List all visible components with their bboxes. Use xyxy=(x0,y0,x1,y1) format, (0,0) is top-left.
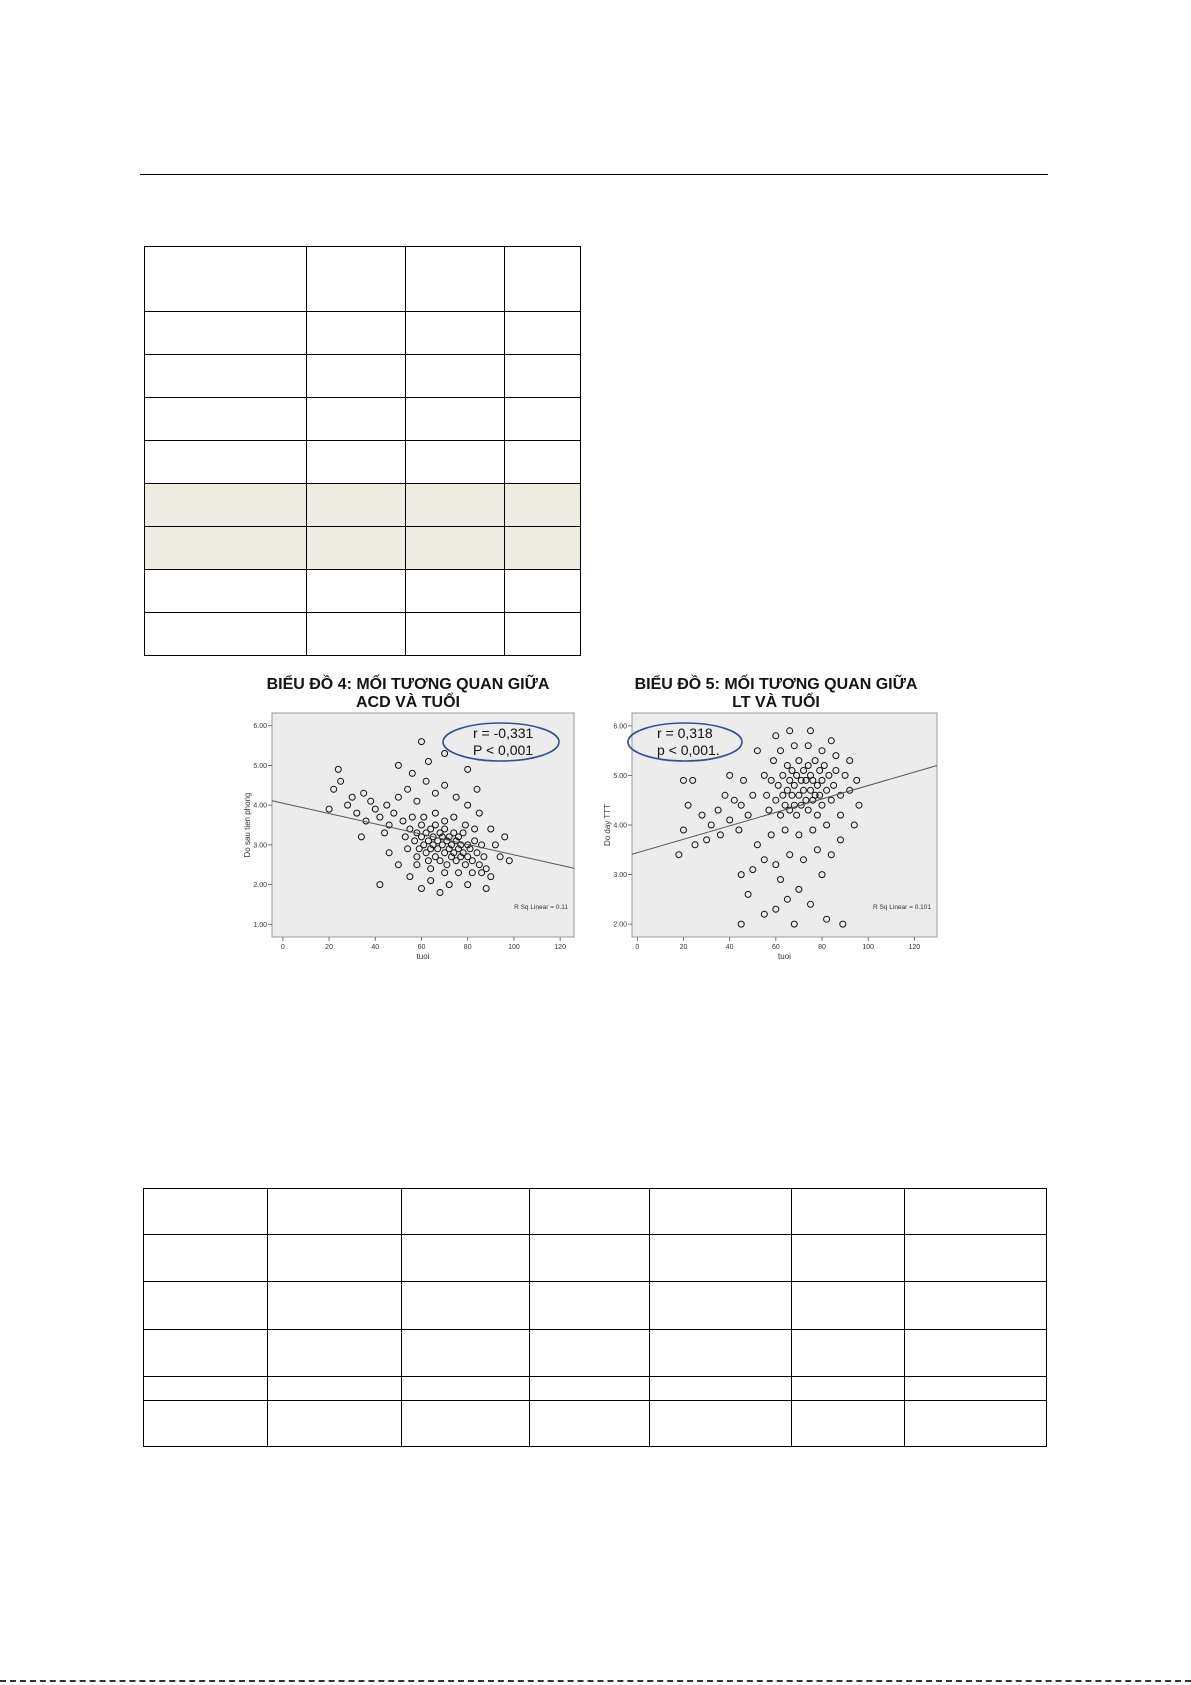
x-axis-label: tuoi xyxy=(778,952,791,961)
table-cell xyxy=(406,570,505,613)
header-rule xyxy=(140,174,1048,175)
table-cell xyxy=(402,1282,530,1330)
table-row xyxy=(145,398,581,441)
table-cell xyxy=(650,1189,792,1235)
y-tick-label: 5.00 xyxy=(613,772,627,780)
table-cell xyxy=(406,312,505,355)
table-row xyxy=(144,1282,1047,1330)
table-cell xyxy=(307,613,406,656)
table-cell xyxy=(145,570,307,613)
table-body xyxy=(145,247,581,656)
table-cell xyxy=(406,247,505,312)
x-tick-label: 60 xyxy=(771,944,780,951)
table-cell xyxy=(144,1377,268,1401)
table-cell xyxy=(402,1189,530,1235)
annotation-text: r = 0,318 xyxy=(657,725,713,741)
table-cell xyxy=(268,1377,402,1401)
table-cell xyxy=(145,484,307,527)
table-cell xyxy=(905,1282,1047,1330)
table-cell xyxy=(406,441,505,484)
table-cell xyxy=(402,1377,530,1401)
table-cell xyxy=(307,570,406,613)
y-tick-label: 6.00 xyxy=(613,723,627,731)
page-bottom-rule xyxy=(0,1680,1191,1682)
table-cell xyxy=(530,1401,650,1447)
table-cell xyxy=(144,1282,268,1330)
table-cell xyxy=(530,1377,650,1401)
table-cell xyxy=(792,1189,905,1235)
data-table-1 xyxy=(144,246,581,656)
table-cell xyxy=(650,1282,792,1330)
table-body xyxy=(144,1189,1047,1447)
chart-title: BIỂU ĐỒ 4: MỐI TƯƠNG QUAN GIỮA xyxy=(266,676,550,693)
table-cell xyxy=(505,613,581,656)
table-cell xyxy=(307,398,406,441)
table-cell xyxy=(402,1401,530,1447)
y-tick-label: 2.00 xyxy=(253,882,267,890)
y-tick-label: 4.00 xyxy=(613,822,627,830)
table-cell xyxy=(505,441,581,484)
table-cell xyxy=(406,484,505,527)
table-cell xyxy=(144,1330,268,1377)
y-axis-label: Do sau tien phong xyxy=(243,792,252,858)
x-tick-label: 20 xyxy=(679,944,688,951)
x-tick-label: 120 xyxy=(554,944,566,951)
scatter-chart-acd-age xyxy=(236,666,586,966)
annotation-text: p < 0,001. xyxy=(657,742,720,758)
table-row xyxy=(145,527,581,570)
table-cell xyxy=(307,484,406,527)
x-tick-label: 80 xyxy=(818,944,826,951)
table-cell xyxy=(145,398,307,441)
table-cell xyxy=(650,1377,792,1401)
table-row xyxy=(144,1235,1047,1282)
table-cell xyxy=(505,247,581,312)
table-row xyxy=(145,484,581,527)
table-cell xyxy=(307,247,406,312)
table-cell xyxy=(792,1330,905,1377)
chart-title: ACD VÀ TUỔI xyxy=(356,694,460,711)
table-cell xyxy=(792,1401,905,1447)
table-cell xyxy=(905,1189,1047,1235)
fit-note: R Sq Linear = 0.101 xyxy=(873,904,931,911)
table-cell xyxy=(145,312,307,355)
table-cell xyxy=(307,312,406,355)
table-row xyxy=(145,312,581,355)
table-row xyxy=(144,1189,1047,1235)
table-cell xyxy=(650,1330,792,1377)
annotation-text: r = -0,331 xyxy=(473,725,534,741)
y-tick-label: 3.00 xyxy=(613,872,627,880)
table-cell xyxy=(905,1330,1047,1377)
table-cell xyxy=(530,1282,650,1330)
table-cell xyxy=(402,1330,530,1377)
x-tick-label: 120 xyxy=(908,944,921,951)
table-row xyxy=(144,1401,1047,1447)
table-cell xyxy=(145,355,307,398)
table-cell xyxy=(144,1189,268,1235)
table-cell xyxy=(905,1401,1047,1447)
x-axis-label: tuoi xyxy=(416,952,430,961)
table-cell xyxy=(406,527,505,570)
table-row xyxy=(144,1377,1047,1401)
table-cell xyxy=(406,398,505,441)
table-cell xyxy=(530,1189,650,1235)
x-tick-label: 100 xyxy=(862,944,875,951)
table-row xyxy=(144,1330,1047,1377)
table-cell xyxy=(530,1330,650,1377)
table-row xyxy=(145,247,581,312)
table-cell xyxy=(505,355,581,398)
table-row xyxy=(145,441,581,484)
table-cell xyxy=(650,1401,792,1447)
table-row xyxy=(145,355,581,398)
y-tick-label: 5.00 xyxy=(253,762,267,770)
y-tick-label: 1.00 xyxy=(253,921,267,929)
table-cell xyxy=(505,570,581,613)
table-cell xyxy=(406,355,505,398)
x-tick-label: 100 xyxy=(508,944,520,951)
y-tick-label: 6.00 xyxy=(253,723,267,731)
table-cell xyxy=(530,1235,650,1282)
y-tick-label: 3.00 xyxy=(253,842,267,850)
chart-title: LT VÀ TUỔI xyxy=(732,694,820,711)
annotation-text: P < 0,001 xyxy=(473,742,534,758)
data-table-2 xyxy=(143,1188,1047,1447)
table-cell xyxy=(505,312,581,355)
table-cell xyxy=(268,1330,402,1377)
table-cell xyxy=(905,1235,1047,1282)
scatter-chart-lt-age xyxy=(600,666,950,966)
table-cell xyxy=(406,613,505,656)
fit-note: R Sq Linear = 0.11 xyxy=(514,904,568,911)
table-cell xyxy=(268,1282,402,1330)
x-tick-label: 20 xyxy=(325,944,333,951)
table-cell xyxy=(307,441,406,484)
x-tick-label: 40 xyxy=(371,944,380,951)
table-cell xyxy=(307,527,406,570)
table-cell xyxy=(145,613,307,656)
table-row xyxy=(145,570,581,613)
table-cell xyxy=(145,247,307,312)
x-tick-label: 60 xyxy=(417,944,426,951)
chart-title: BIỂU ĐỒ 5: MỐI TƯƠNG QUAN GIỮA xyxy=(634,676,918,693)
x-tick-label: 0 xyxy=(635,944,640,951)
table-cell xyxy=(505,484,581,527)
table-cell xyxy=(505,398,581,441)
table-cell xyxy=(144,1235,268,1282)
y-tick-label: 2.00 xyxy=(613,921,627,929)
table-cell xyxy=(144,1401,268,1447)
x-tick-label: 80 xyxy=(463,944,472,951)
table-cell xyxy=(145,441,307,484)
table-cell xyxy=(145,527,307,570)
table-cell xyxy=(307,355,406,398)
y-tick-label: 4.00 xyxy=(253,802,267,810)
table-cell xyxy=(650,1235,792,1282)
table-row xyxy=(145,613,581,656)
x-tick-label: 40 xyxy=(725,944,734,951)
table-cell xyxy=(905,1377,1047,1401)
table-cell xyxy=(505,527,581,570)
table-cell xyxy=(402,1235,530,1282)
table-cell xyxy=(268,1401,402,1447)
x-tick-label: 0 xyxy=(280,944,285,951)
table-cell xyxy=(268,1189,402,1235)
table-cell xyxy=(792,1235,905,1282)
table-cell xyxy=(792,1282,905,1330)
table-cell xyxy=(792,1377,905,1401)
y-axis-label: Do day TTT xyxy=(603,803,612,847)
table-cell xyxy=(268,1235,402,1282)
